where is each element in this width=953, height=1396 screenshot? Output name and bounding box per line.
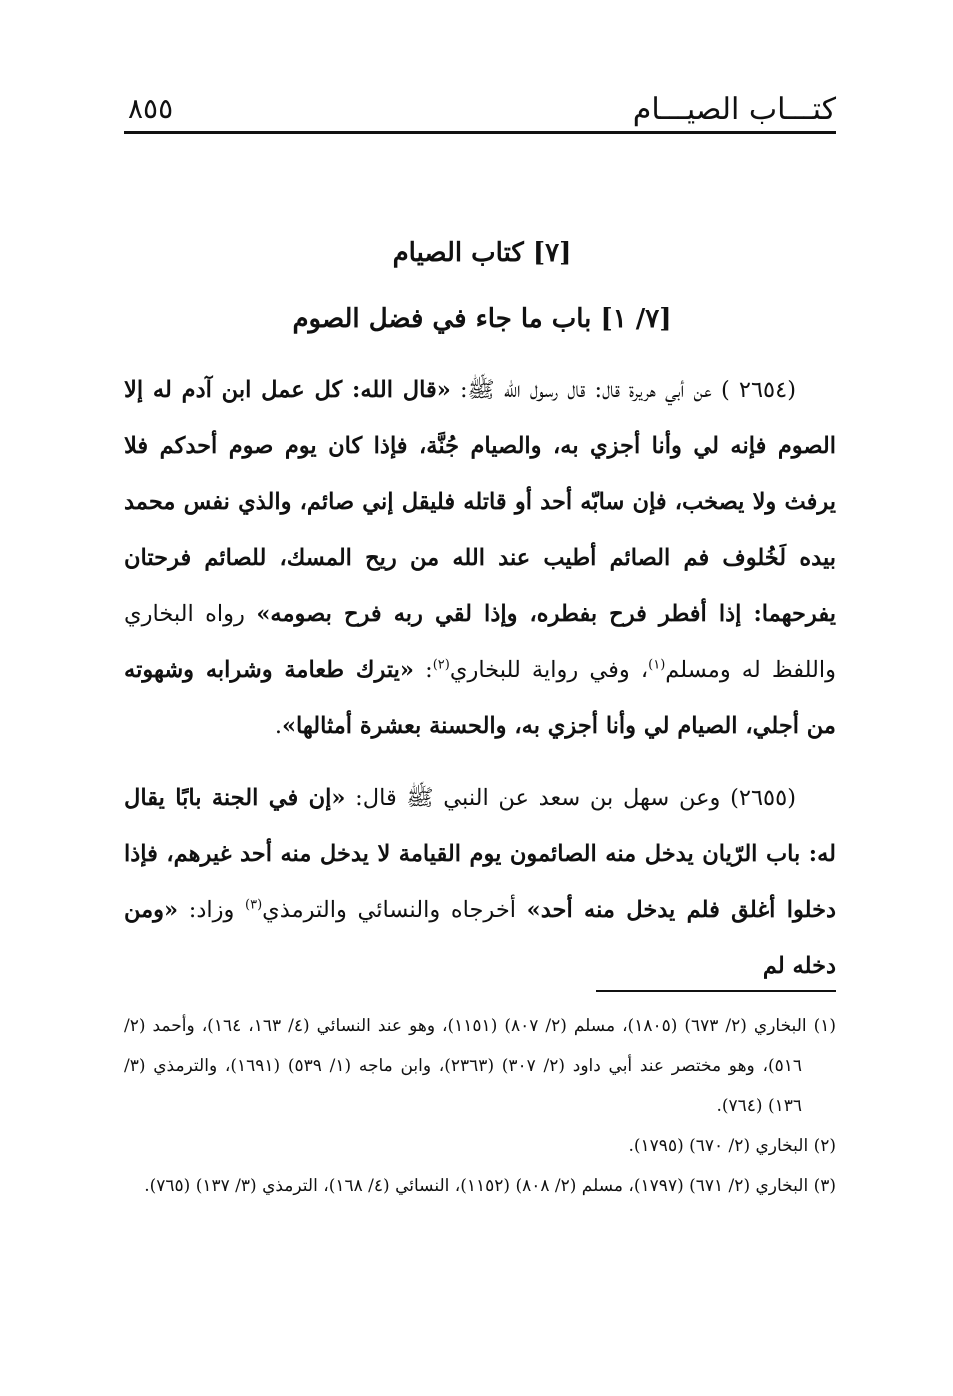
- main-text: [124, 362, 836, 994]
- hadith-number: (٢٦٥٥): [730, 785, 796, 811]
- footnote-3: (٣) البخاري (٢/ ٦٧١) (١٧٩٧)، مسلم (٢/ ٨٠٨) (١١٥٢)، النسائي (٤/ ١٦٨)، الترمذي (٣/ ١٣٧) (٧٦٥).: [144, 1176, 836, 1196]
- chapter-title: [٧] كتاب الصيام: [392, 238, 572, 268]
- running-header: [128, 92, 836, 136]
- hadith-addition: «ومن دخله لم: [124, 897, 836, 979]
- header-title: كتـــاب الصيـــام: [632, 92, 836, 127]
- page-number: ٨٥٥: [128, 92, 174, 125]
- hadith-source: رواه البخاري واللفظ له ومسلم: [124, 601, 837, 683]
- hadith-2655: [124, 770, 836, 994]
- hadith-intro: وعن سهل بن سعد عن النبي ﷺ قال:: [345, 785, 731, 811]
- section-title: [٧/ ١] باب ما جاء في فضل الصوم: [292, 304, 672, 334]
- footnote-ref-1: (١): [648, 657, 666, 673]
- header-rule: [124, 131, 836, 134]
- hadith-end: .: [274, 713, 282, 739]
- footnotes: [124, 1006, 836, 1206]
- footnote-1: (١) البخاري (٢/ ٦٧٣) (١٨٠٥)، مسلم (٢/ ٨٠٧) (١١٥١)، وهو عند النسائي (٤/ ١٦٣، ١٦٤)، وأحمد (٢/ ٥١٦)، وهو مختصر عند أبي داود (٢/ ٣٠٧) (٢٣٦٣)، وابن ماجه (١/ ٥٣٩) (١٦٩١)، والترمذي (٣/ ١٣٦) (٧٦٤).: [124, 1016, 837, 1116]
- hadith-text: «قال الله: كل عمل ابن آدم له إلا الصوم فإنه لي وأنا أجزي به، والصيام جُنَّة، فإذا كان يوم صوم أحدكم فلا يرفث ولا يصخب، فإن سابّه أحد أو قاتله فليقل إني صائم، والذي نفس محمد بيده لَخُلوف فم الصائم أطيب عند الله من ريح المسك، للصائم فرحتان يفرحهما: إذا أفطر فرح بفطره، وإذا لقي ربه فرح بصومه»: [124, 377, 836, 627]
- hadith-intro: عن أبي هريرة قال: قال رسول الله ﷺ:: [450, 377, 721, 403]
- hadith-text: «إن في الجنة بابًا يقال له: باب الرّيان يدخل منه الصائمون يوم القيامة لا يدخل منه أحد غيرهم، فإذا دخلوا أغلق فلم يدخل منه أحد»: [124, 785, 836, 923]
- hadith-source: أخرجاه والنسائي والترمذي: [262, 897, 527, 923]
- hadith-variant: «يترك طعامة وشرابه وشهوته من أجلي، الصيام لي وأنا أجزي به، والحسنة بعشرة أمثالها»: [124, 657, 836, 739]
- footnote-2: (٢) البخاري (٢/ ٦٧٠) (١٧٩٥).: [628, 1136, 836, 1156]
- hadith-2654: [124, 362, 836, 754]
- hadith-mid-2: :: [413, 657, 433, 683]
- hadith-number: (٢٦٥٤ ): [720, 377, 796, 403]
- hadith-mid: ، وفي رواية للبخاري: [449, 657, 649, 683]
- hadith-zad: وزاد:: [178, 897, 246, 923]
- footnote-ref-3: (٣): [245, 897, 263, 913]
- footnote-ref-2: (٢): [432, 657, 450, 673]
- footnote-separator: [596, 990, 836, 992]
